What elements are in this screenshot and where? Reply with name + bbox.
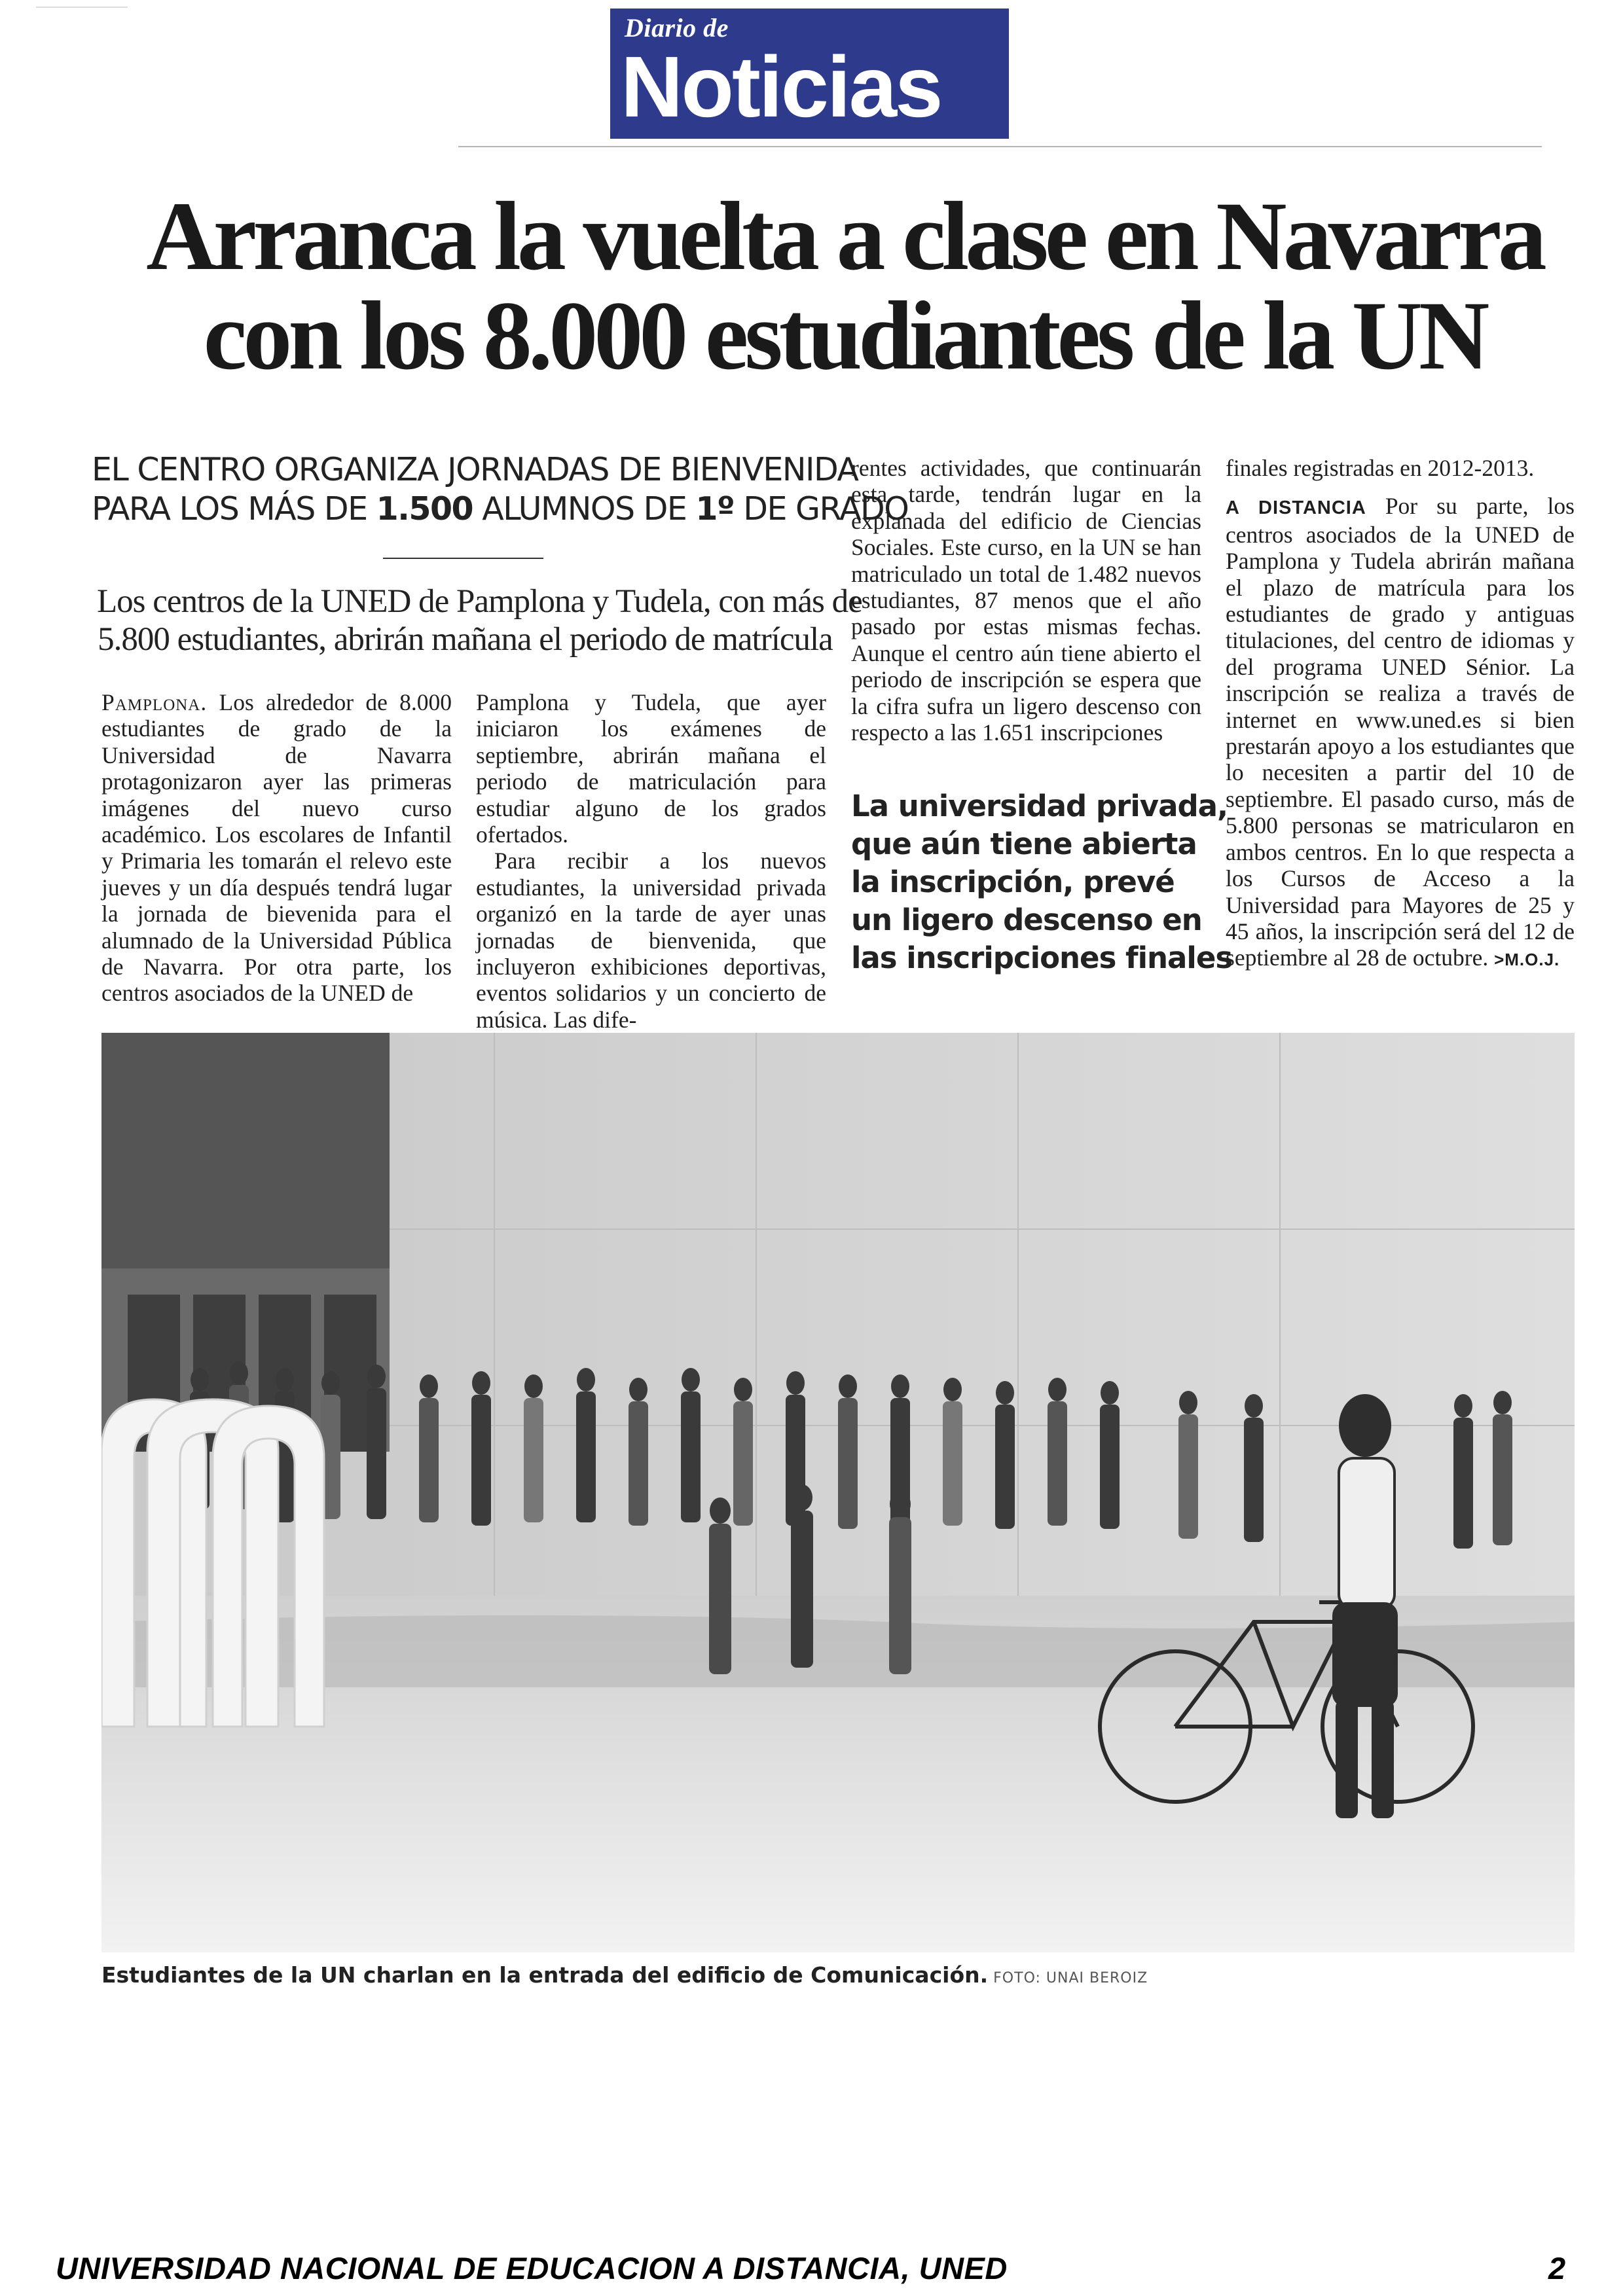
pull-quote-line: La universidad privada, xyxy=(851,789,1228,823)
body-paragraph: finales registradas en 2012-2013. xyxy=(1226,455,1535,481)
photo-credit: FOTO: UNAI BEROIZ xyxy=(993,1970,1148,1986)
masthead-name: Noticias xyxy=(621,39,941,135)
body-column-4 xyxy=(1226,455,1575,973)
pull-quote-line: las inscripciones finales xyxy=(851,941,1233,975)
body-column-3 xyxy=(851,455,1201,745)
kicker-divider xyxy=(383,558,543,559)
footer-institution: UNIVERSIDAD NACIONAL DE EDUCACION A DISTANCIA, UNED xyxy=(56,2251,1008,2286)
masthead-pre: Diario de xyxy=(625,13,729,43)
body-paragraph: rentes actividades, que continuarán esta tarde, tendrán lugar en la explanada del edificio de Ciencias Sociales. Este curso, en la UN se han matriculado un total de 1.482 nuevos estudiantes, 87 menos que el año pasado por estas mismas fechas. Aunque el centro aún tiene abierto el periodo de inscripción se espera que la cifra sufra un ligero descenso con respecto a las 1.651 inscripciones xyxy=(851,455,1201,746)
masthead-rule xyxy=(458,146,1542,147)
body-paragraph xyxy=(101,689,452,1007)
subhead-line-2: 5.800 estudiantes, abrirán mañana el periodo de matrícula xyxy=(98,621,833,658)
dateline: Pamplona. xyxy=(101,689,208,715)
masthead-logo xyxy=(610,9,1009,139)
kicker-ordinal: 1º xyxy=(695,490,735,528)
pull-quote-line: que aún tiene abierta xyxy=(851,827,1197,861)
kicker-line-2 xyxy=(92,490,909,529)
caption-text: Estudiantes de la UN charlan en la entrada del edificio de Comunicación. xyxy=(101,1962,989,1988)
corner-mark xyxy=(36,7,128,8)
headline-line-2: con los 8.000 estudiantes de la UN xyxy=(203,281,1486,390)
kicker xyxy=(92,450,909,529)
pull-quote xyxy=(851,787,1233,977)
paragraph-text: Los alrededor de 8.000 estudiantes de grado de la Universidad de Navarra protagonizaron ayer las primeras imágenes del nuevo curso académico. Los escolares de Infantil y Primaria les tomarán el relevo este jueves y un día después tendrá lugar la jornada de bievenida para el alumnado de la Universidad Pública de Navarra. Por otra parte, los centros asociados de la UNED de xyxy=(101,689,452,1007)
kicker-text: PARA LOS MÁS DE xyxy=(92,490,376,528)
subhead xyxy=(97,583,862,658)
pull-quote-line: la inscripción, prevé xyxy=(851,865,1175,899)
page-number: 2 xyxy=(1548,2251,1566,2286)
photo-scene xyxy=(101,1033,1575,1952)
section-tag: A DISTANCIA xyxy=(1226,497,1366,519)
kicker-line-1: EL CENTRO ORGANIZA JORNADAS DE BIENVENIDA xyxy=(92,451,858,488)
body-paragraph: Para recibir a los nuevos estudiantes, la universidad privada organizó en la tarde de ayer unas jornadas de bienvenida, que incluyeron exhibiciones deportivas, eventos solidarios y un concierto de música. Las dife- xyxy=(476,848,826,1033)
kicker-text: ALUMNOS DE xyxy=(473,490,696,528)
kicker-number: 1.500 xyxy=(376,490,473,528)
body-paragraph: Pamplona y Tudela, que ayer iniciaron los exámenes de septiembre, abrirán mañana el periodo de matriculación para estudiar alguno de los grados ofertados. xyxy=(476,689,826,848)
photo-caption xyxy=(101,1962,1575,1988)
kicker-text: DE GRADO xyxy=(734,490,909,528)
body-paragraph xyxy=(1226,493,1575,973)
headline-line-1: Arranca la vuelta a clase en Navarra xyxy=(146,182,1543,291)
subhead-line-1: Los centros de la UNED de Pamplona y Tudela, con más de xyxy=(97,583,862,620)
headline xyxy=(79,182,1611,390)
paragraph-text: Por su parte, los centros asociados de la UNED de Pamplona y Tudela abrirán mañana el plazo de matrícula para los estudiantes de grado y antiguas titulaciones, del centro de idiomas y del programa UNED Sénior. La inscripción se realiza a través de internet en www.uned.es si bien prestarán apoyo a los estudiantes que lo necesiten a partir del 10 de septiembre. El pasado curso, más de 5.800 personas se matricularon en ambos centros. En lo que respecta a los Cursos de Acceso a la Universidad para Mayores de 25 y 45 años, la inscripción será del 12 de septiembre al 28 de octubre. xyxy=(1226,493,1575,971)
news-photo xyxy=(101,1033,1575,1952)
body-column-2 xyxy=(476,689,826,1033)
author-signature: >M.O.J. xyxy=(1494,950,1560,970)
pull-quote-line: un ligero descenso en xyxy=(851,903,1202,937)
body-column-1 xyxy=(101,689,452,1007)
